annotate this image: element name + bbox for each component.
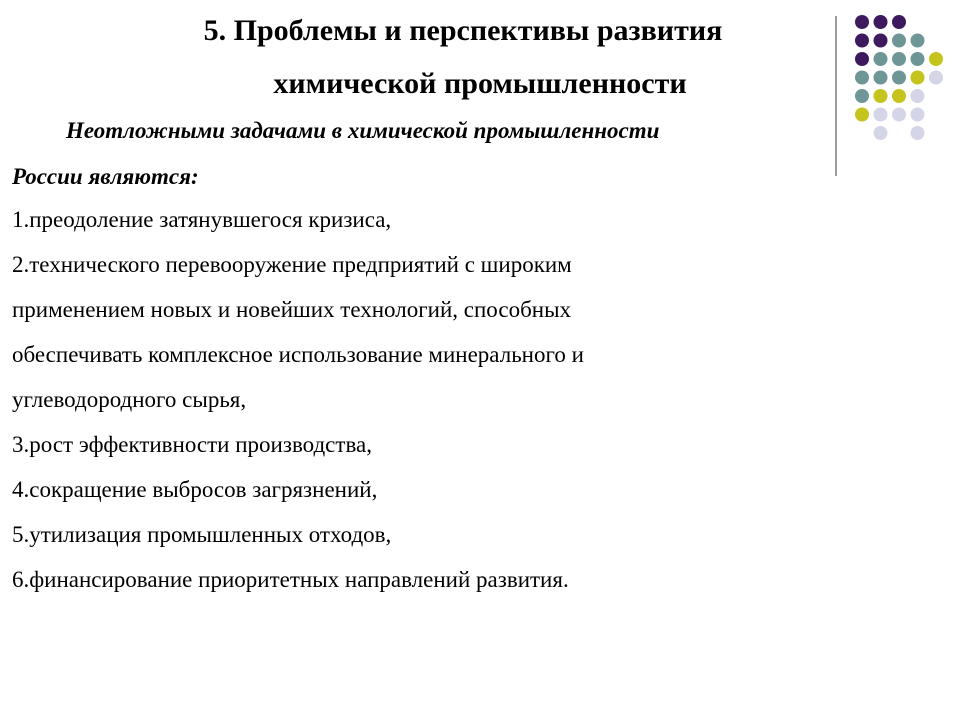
decor-dot: [929, 52, 943, 66]
list-line: 3.рост эффективности производства,: [12, 432, 372, 457]
intro-text-line-2: России являются:: [12, 164, 199, 189]
list-line: 5.утилизация промышленных отходов,: [12, 522, 392, 547]
decor-dot: [855, 108, 869, 122]
list-line: углеводородного сырья,: [12, 387, 247, 412]
list-line: 2.технического перевооружение предприятий с широким: [12, 252, 572, 277]
intro-text-line-1: Неотложными задачами в химической промышленности: [66, 118, 660, 143]
decor-dot: [874, 126, 888, 140]
list-line: 4.сокращение выбросов загрязнений,: [12, 477, 378, 502]
decor-dot: [874, 52, 888, 66]
slide-title-line-1: 5. Проблемы и перспективы развития: [203, 14, 723, 47]
decor-dot: [892, 108, 906, 122]
decor-dot: [874, 108, 888, 122]
list-line: 6.финансирование приоритетных направлений развития.: [12, 567, 569, 592]
decor-dot: [911, 52, 925, 66]
decor-dot: [855, 52, 869, 66]
list-line: 1.преодоление затянувшегося кризиса,: [12, 207, 392, 232]
tasks-list: [12, 197, 584, 602]
decor-dot: [892, 52, 906, 66]
list-line: применением новых и новейших технологий, способных: [12, 297, 572, 322]
decor-dot: [911, 126, 925, 140]
list-line: обеспечивать комплексное использование минерального и: [12, 342, 584, 367]
slide-title-line-2: химической промышленности: [273, 67, 687, 100]
decor-dot: [911, 108, 925, 122]
